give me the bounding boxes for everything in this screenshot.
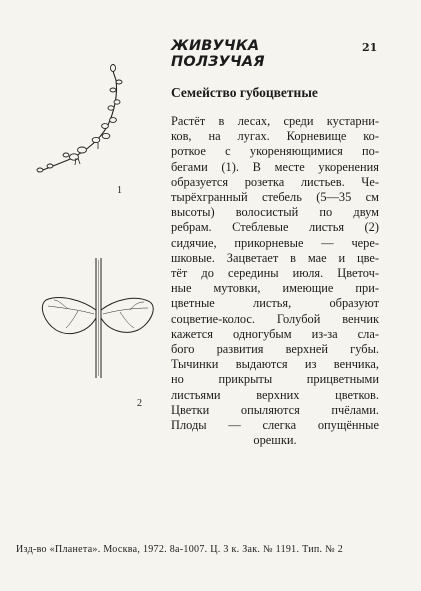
text-line: ные мутовки, имеющие при- — [171, 281, 379, 296]
shoot-illustration — [20, 60, 130, 180]
text-line: орешки. — [253, 433, 297, 448]
text-line: Тычинки выдаются из венчика, — [171, 357, 379, 372]
figure-label-1: 1 — [117, 185, 122, 196]
text-line: Растёт в лесах, среди кустарни- — [171, 114, 379, 128]
text-line: бегами (1). В месте укоренения — [171, 159, 379, 174]
text-line: тёт до середины июля. Цветоч- — [171, 266, 379, 281]
title-line-2: ПОЛЗУЧАЯ — [171, 54, 265, 70]
text-line: соцветие-колос. Голубой венчик — [171, 311, 379, 326]
publisher-imprint: Изд-во «Планета». Москва, 1972. 8а-1007. Ц. 3 к. Зак. № 1191. Тип. № 2 — [16, 544, 344, 555]
page-number: 21 — [362, 41, 378, 54]
page-title — [171, 38, 265, 70]
description-text — [171, 114, 379, 448]
text-line: тырёхгранный стебель (5—35 см — [171, 190, 379, 205]
text-line: но прикрыты прицветными — [171, 372, 379, 387]
text-line: бого развития верхней губы. — [171, 342, 379, 357]
text-line: сидячие, прикорневые — чере- — [171, 235, 379, 250]
family-subtitle: Семейство губоцветные — [171, 85, 318, 100]
text-line: роткое с укореняющимися по- — [171, 144, 379, 159]
title-line-1: ЖИВУЧКА — [171, 38, 260, 54]
text-line: ков, на лугах. Корневище ко- — [171, 129, 379, 144]
text-line: листьями верхних цветков. — [171, 387, 379, 402]
leaves-illustration — [30, 250, 170, 390]
text-line: кажется одногубым из-за сла- — [171, 326, 379, 341]
text-line: ребрам. Стеблевые листья (2) — [171, 220, 379, 235]
figure-label-2: 2 — [137, 398, 142, 409]
text-line: образуется розетка листьев. Че- — [171, 174, 379, 189]
text-line: высоты) волосистый по двум — [171, 205, 379, 220]
text-line: Цветки опыляются пчёлами. — [171, 402, 379, 417]
text-line: шковые. Зацветает в мае и цве- — [171, 250, 379, 265]
text-line: Плоды — слегка опущённые — [171, 418, 379, 433]
text-line: цветные листья, образуют — [171, 296, 379, 311]
